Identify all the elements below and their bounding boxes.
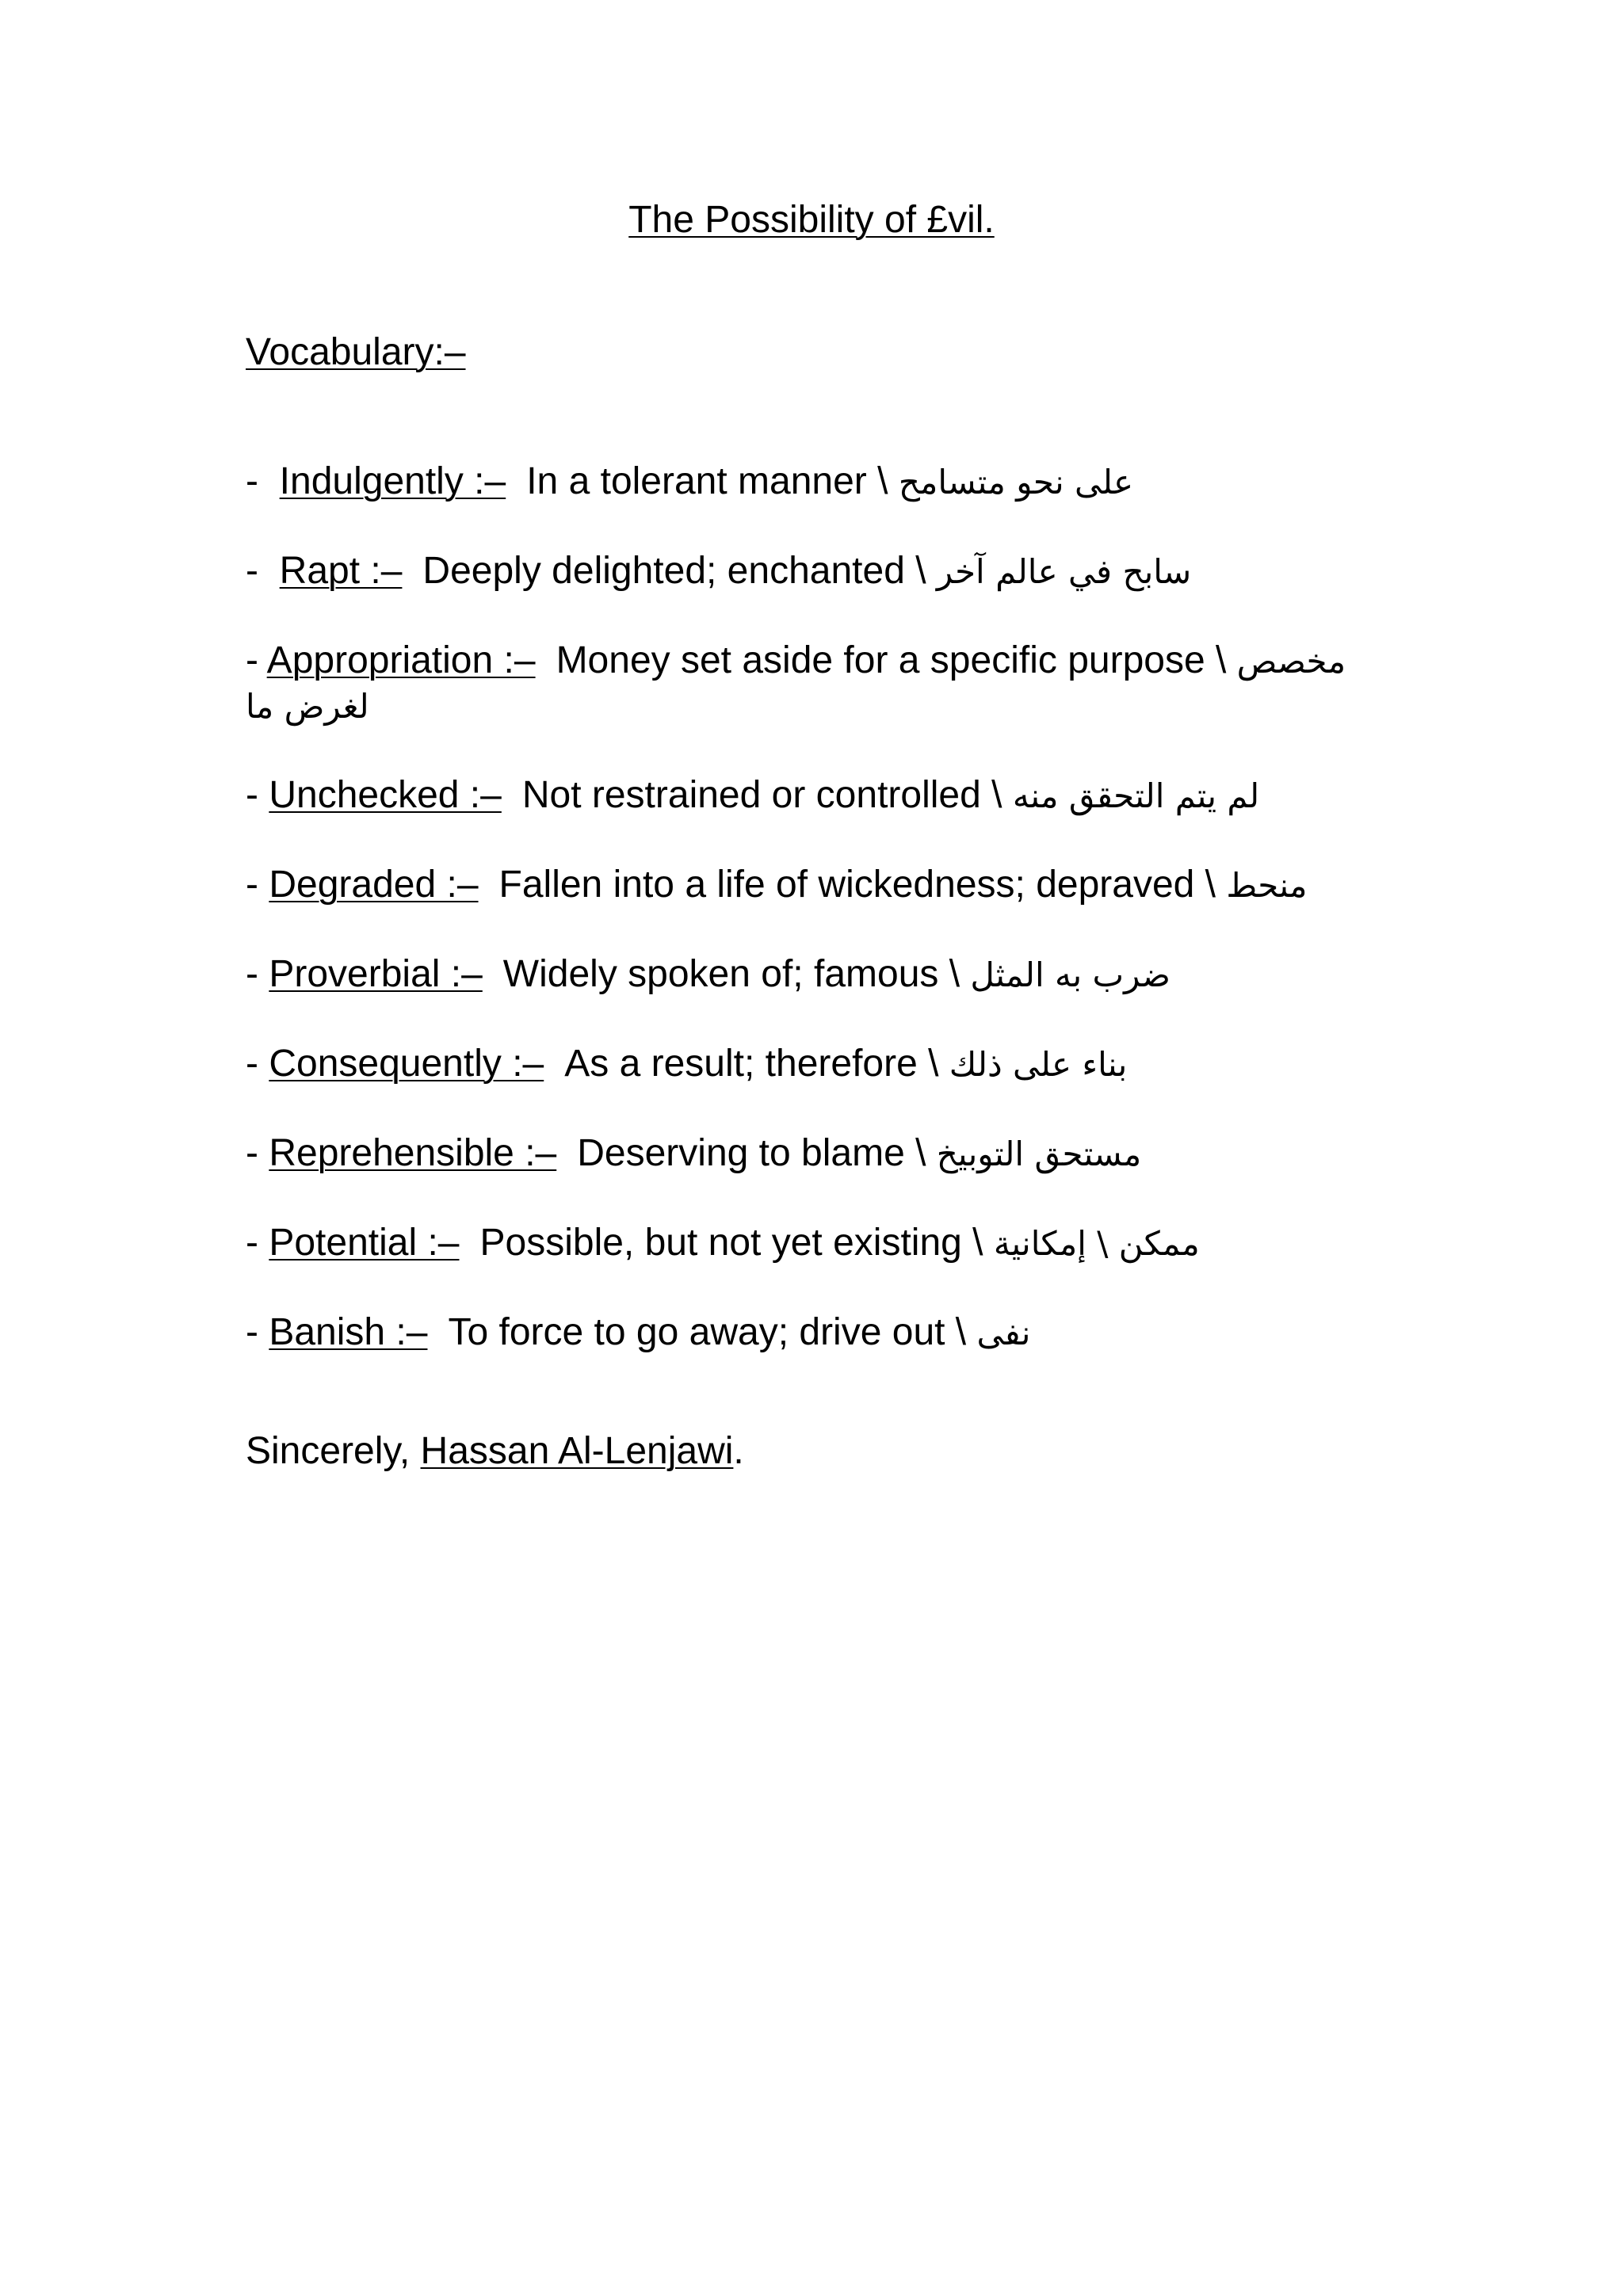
list-item: [246, 639, 1387, 729]
entry-dash: -: [246, 460, 280, 502]
entry-definition: To force to go away; drive out \: [448, 1311, 967, 1353]
entry-definition: In a tolerant manner \: [526, 460, 888, 502]
entry-arabic: مستحق التوبيخ: [936, 1135, 1142, 1173]
list-item: [246, 773, 1387, 818]
entry-dash: -: [246, 1043, 269, 1085]
entry-arabic: لم يتم التحقق منه: [1012, 776, 1260, 815]
entry-arabic: نفى: [976, 1314, 1031, 1352]
entry-arabic: على نحو متسامح: [898, 463, 1134, 502]
list-item: [246, 1221, 1387, 1266]
entry-word: Proverbial :–: [269, 953, 483, 995]
entry-dash: -: [246, 1132, 269, 1174]
entry-definition: Not restrained or controlled \: [521, 774, 1002, 816]
heading-text: Vocabulary:–: [246, 331, 466, 373]
entry-word: Indulgently :–: [279, 460, 506, 502]
list-item: [246, 1042, 1387, 1087]
entry-word: Unchecked :–: [269, 774, 502, 816]
entry-arabic: مخصص لغرض ما: [246, 642, 1346, 726]
entry-dash: -: [246, 1311, 269, 1353]
entry-definition: Deeply delighted; enchanted \: [422, 550, 926, 592]
entry-definition: Possible, but not yet existing \: [479, 1222, 983, 1264]
entry-definition: As a result; therefore \: [564, 1043, 939, 1085]
entry-dash: -: [246, 550, 280, 592]
entry-definition: Fallen into a life of wickedness; depraved \: [498, 864, 1216, 906]
entry-dash: -: [246, 1222, 269, 1264]
entry-word: Appropriation :–: [266, 639, 536, 681]
list-item: [246, 863, 1387, 908]
entry-definition: Money set aside for a specific purpose \: [556, 639, 1227, 681]
entry-word: Reprehensible :–: [269, 1132, 557, 1174]
entry-word: Potential :–: [269, 1222, 460, 1264]
signoff: [246, 1428, 744, 1475]
list-item: [246, 952, 1387, 997]
vocabulary-heading: [246, 329, 466, 376]
entry-dash: -: [246, 639, 267, 681]
list-item: [246, 460, 1387, 505]
entry-word: Consequently :–: [269, 1043, 544, 1085]
author-name: Hassan Al-Lenjawi: [420, 1430, 734, 1472]
signoff-prefix: Sincerely,: [246, 1430, 421, 1472]
entry-arabic: ممكن \ إمكانية: [993, 1224, 1200, 1263]
list-item: [246, 1310, 1387, 1356]
entry-arabic: سابح في عالم آخر: [936, 552, 1192, 591]
signoff-suffix: .: [733, 1430, 744, 1472]
entry-definition: Deserving to blame \: [577, 1132, 926, 1174]
entry-definition: Widely spoken of; famous \: [502, 953, 960, 995]
vocabulary-list: [246, 460, 1387, 1400]
document-title: [0, 196, 1623, 244]
title-text: The Possibility of £vil.: [628, 199, 995, 241]
entry-dash: -: [246, 953, 269, 995]
entry-dash: -: [246, 774, 269, 816]
entry-word: Banish :–: [269, 1311, 428, 1353]
entry-arabic: ضرب به المثل: [970, 955, 1170, 994]
list-item: [246, 1131, 1387, 1177]
entry-dash: -: [246, 864, 269, 906]
list-item: [246, 549, 1387, 594]
entry-word: Degraded :–: [269, 864, 479, 906]
entry-word: Rapt :–: [279, 550, 403, 592]
entry-arabic: بناء على ذلك: [949, 1045, 1128, 1084]
entry-arabic: منحط: [1226, 866, 1308, 905]
